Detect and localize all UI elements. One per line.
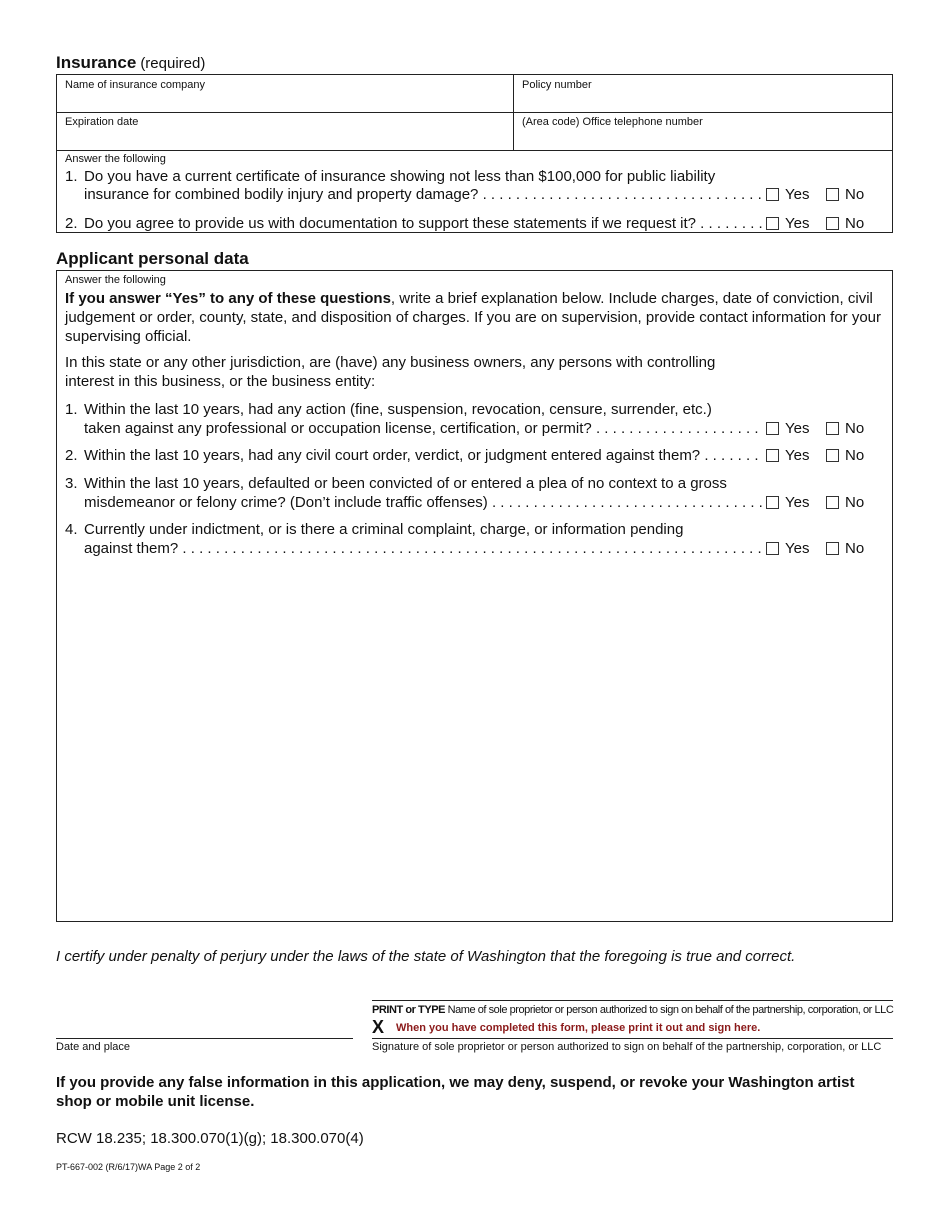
print-type-bold: PRINT or TYPE	[372, 1004, 445, 1016]
print-name-line[interactable]	[372, 1000, 893, 1001]
phone-number-label: (Area code) Office telephone number	[522, 116, 703, 128]
date-place-line[interactable]	[56, 1038, 353, 1039]
no-label: No	[845, 540, 865, 557]
question-text-cont: against them? . . .	[84, 540, 764, 558]
no-checkbox[interactable]	[826, 449, 839, 462]
question-text: Do you agree to provide us with documentation to support these statements if we request it? . . .	[84, 215, 764, 233]
yes-no-group	[766, 186, 876, 204]
personal-question-2	[65, 447, 884, 465]
signature-x-mark: X	[372, 1017, 385, 1037]
insurance-question-1	[65, 168, 884, 204]
date-place-label: Date and place	[56, 1041, 130, 1053]
company-name-label: Name of insurance company	[65, 79, 206, 91]
insurance-title: Insurance	[56, 53, 137, 72]
yes-label: Yes	[785, 420, 810, 437]
yes-no-group	[766, 540, 876, 558]
question-text-cont: insurance for combined bodily injury and property damage? . . .	[84, 186, 764, 204]
yes-no-group	[766, 447, 876, 465]
no-checkbox[interactable]	[826, 217, 839, 230]
answer-following-label: Answer the following	[65, 274, 166, 286]
print-name-label	[372, 1004, 893, 1016]
yes-no-group	[766, 215, 876, 233]
question-text-cont: taken against any professional or occupation license, certification, or permit? . . .	[84, 420, 764, 438]
question-text: Do you have a current certificate of insurance showing not less than $100,000 for public liability	[84, 168, 716, 185]
no-checkbox[interactable]	[826, 188, 839, 201]
personal-question-3	[65, 475, 884, 511]
instructions-bold: If you answer “Yes” to any of these questions	[65, 290, 391, 307]
question-text: Within the last 10 years, had any civil court order, verdict, or judgment entered against them? . . .	[84, 447, 764, 465]
yes-label: Yes	[785, 494, 810, 511]
question-text-cont: misdemeanor or felony crime? (Don’t include traffic offenses) . . .	[84, 494, 764, 512]
no-label: No	[845, 420, 865, 437]
yes-no-group	[766, 494, 876, 512]
instructions-paragraph	[65, 289, 885, 346]
question-text: Currently under indictment, or is there a criminal complaint, charge, or information pending	[84, 521, 684, 538]
yes-checkbox[interactable]	[766, 188, 779, 201]
divider	[57, 150, 892, 151]
question-number: 4.	[65, 521, 78, 538]
question-number: 2.	[65, 447, 78, 464]
no-checkbox[interactable]	[826, 542, 839, 555]
signature-label: Signature of sole proprietor or person authorized to sign on behalf of the partnership, corporation, or LLC	[372, 1041, 882, 1053]
rcw-reference: RCW 18.235; 18.300.070(1)(g); 18.300.070(4)	[56, 1130, 364, 1147]
instructions-text: , write a brief explanation below. Include charges, date of conviction, civil judgement or order, county, state, and disposition of charges. If you are on supervision, provide contact information for your supervising official.	[65, 290, 882, 345]
question-number: 1.	[65, 401, 78, 418]
no-label: No	[845, 447, 865, 464]
no-label: No	[845, 186, 865, 203]
question-text: Within the last 10 years, had any action (fine, suspension, revocation, censure, surrender, etc.)	[84, 401, 712, 418]
yes-label: Yes	[785, 540, 810, 557]
insurance-question-2	[65, 215, 884, 233]
personal-question-4	[65, 521, 884, 557]
print-type-text: Name of sole proprietor or person authorized to sign on behalf of the partnership, corporation, or LLC	[445, 1004, 894, 1016]
no-checkbox[interactable]	[826, 422, 839, 435]
signature-line[interactable]	[372, 1038, 893, 1039]
question-number: 3.	[65, 475, 78, 492]
policy-number-label: Policy number	[522, 79, 592, 91]
false-info-warning: If you provide any false information in this application, we may deny, suspend, or revoke your Washington artist shop or mobile unit license.	[56, 1074, 855, 1110]
yes-checkbox[interactable]	[766, 422, 779, 435]
question-number: 2.	[65, 215, 78, 232]
explanation-area[interactable]	[65, 571, 884, 913]
divider	[57, 112, 892, 113]
yes-label: Yes	[785, 447, 810, 464]
yes-checkbox[interactable]	[766, 496, 779, 509]
no-checkbox[interactable]	[826, 496, 839, 509]
yes-checkbox[interactable]	[766, 217, 779, 230]
yes-label: Yes	[785, 215, 810, 232]
yes-no-group	[766, 420, 876, 438]
insurance-subtitle: (required)	[140, 55, 206, 72]
insurance-box	[56, 74, 893, 233]
personal-data-box	[56, 270, 893, 922]
form-footer: PT-667-002 (R/6/17)WA Page 2 of 2	[56, 1162, 201, 1172]
sign-here-note: When you have completed this form, please print it out and sign here.	[396, 1022, 761, 1034]
question-text: Within the last 10 years, defaulted or been convicted of or entered a plea of no context to a gross	[84, 475, 727, 492]
no-label: No	[845, 494, 865, 511]
personal-data-heading: Applicant personal data	[56, 249, 249, 268]
yes-checkbox[interactable]	[766, 542, 779, 555]
question-number: 1.	[65, 168, 78, 185]
yes-label: Yes	[785, 186, 810, 203]
personal-question-1	[65, 401, 884, 437]
yes-checkbox[interactable]	[766, 449, 779, 462]
jurisdiction-text: In this state or any other jurisdiction, are (have) any business owners, any persons with controlling interest in this business, or the business entity:	[65, 354, 716, 390]
certify-statement: I certify under penalty of perjury under the laws of the state of Washington that the foregoing is true and correct.	[56, 948, 796, 965]
no-label: No	[845, 215, 865, 232]
insurance-heading	[56, 53, 205, 73]
expiration-date-label: Expiration date	[65, 116, 139, 128]
answer-following-label: Answer the following	[65, 153, 166, 165]
